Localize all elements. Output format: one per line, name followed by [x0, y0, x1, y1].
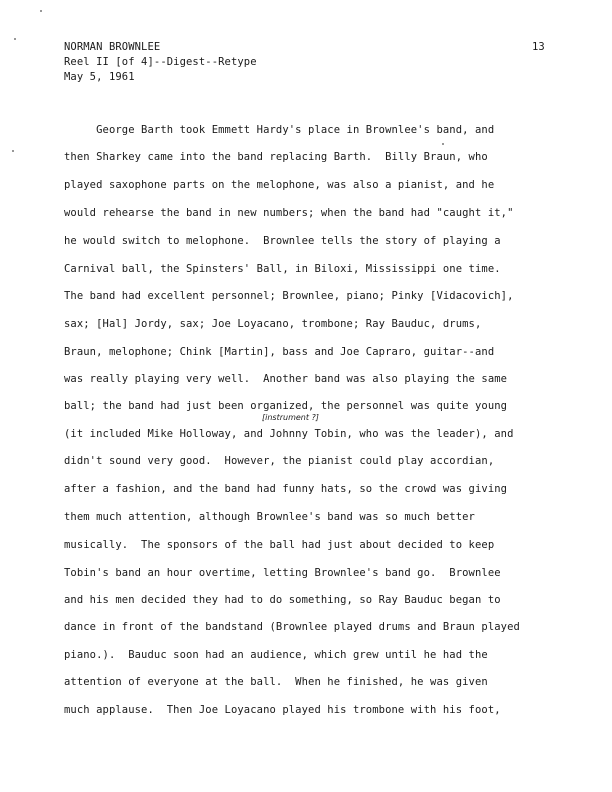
- text-line: ball; the band had just been organized, the personnel was quite young: [64, 400, 508, 412]
- scan-speck: [14, 38, 16, 40]
- text-line: Braun, melophone; Chink [Martin], bass and Joe Capraro, guitar--and: [64, 346, 495, 358]
- interview-date: May 5, 1961: [64, 71, 135, 83]
- text-line: played saxophone parts on the melophone, was also a pianist, and he: [64, 179, 495, 191]
- scan-speck: [442, 143, 444, 145]
- scan-speck: [12, 150, 14, 152]
- text-line: piano.). Bauduc soon had an audience, which grew until he had the: [64, 649, 488, 661]
- text-line: attention of everyone at the ball. When he finished, he was given: [64, 676, 488, 688]
- text-line: Tobin's band an hour overtime, letting Brownlee's band go. Brownlee: [64, 567, 501, 579]
- text-line: he would switch to melophone. Brownlee tells the story of playing a: [64, 235, 501, 247]
- text-line: then Sharkey came into the band replacing Barth. Billy Braun, who: [64, 151, 488, 163]
- text-line: (it included Mike Holloway, and Johnny Tobin, who was the leader), and: [64, 428, 514, 440]
- text-line: George Barth took Emmett Hardy's place in Brownlee's band, and: [64, 124, 495, 136]
- text-line: was really playing very well. Another band was also playing the same: [64, 373, 508, 385]
- text-line: The band had excellent personnel; Brownlee, piano; Pinky [Vidacovich],: [64, 290, 514, 302]
- text-line: much applause. Then Joe Loyacano played his trombone with his foot,: [64, 704, 501, 716]
- reel-info: Reel II [of 4]--Digest--Retype: [64, 56, 257, 68]
- text-line: Carnival ball, the Spinsters' Ball, in Biloxi, Mississippi one time.: [64, 263, 501, 275]
- text-line: after a fashion, and the band had funny hats, so the crowd was giving: [64, 483, 508, 495]
- scan-speck: [40, 10, 42, 12]
- text-line: and his men decided they had to do something, so Ray Bauduc began to: [64, 594, 501, 606]
- text-line: musically. The sponsors of the ball had just about decided to keep: [64, 539, 495, 551]
- text-line: would rehearse the band in new numbers; when the band had "caught it,": [64, 207, 514, 219]
- text-line: sax; [Hal] Jordy, sax; Joe Loyacano, trombone; Ray Bauduc, drums,: [64, 318, 482, 330]
- text-line: them much attention, although Brownlee's band was so much better: [64, 511, 475, 523]
- interviewee-name: NORMAN BROWNLEE: [64, 41, 161, 53]
- page-number: 13: [532, 41, 545, 53]
- text-line: didn't sound very good. However, the pianist could play accordian,: [64, 455, 495, 467]
- text-line: dance in front of the bandstand (Brownlee played drums and Braun played: [64, 621, 520, 633]
- handwritten-annotation: [instrument ?]: [262, 413, 319, 422]
